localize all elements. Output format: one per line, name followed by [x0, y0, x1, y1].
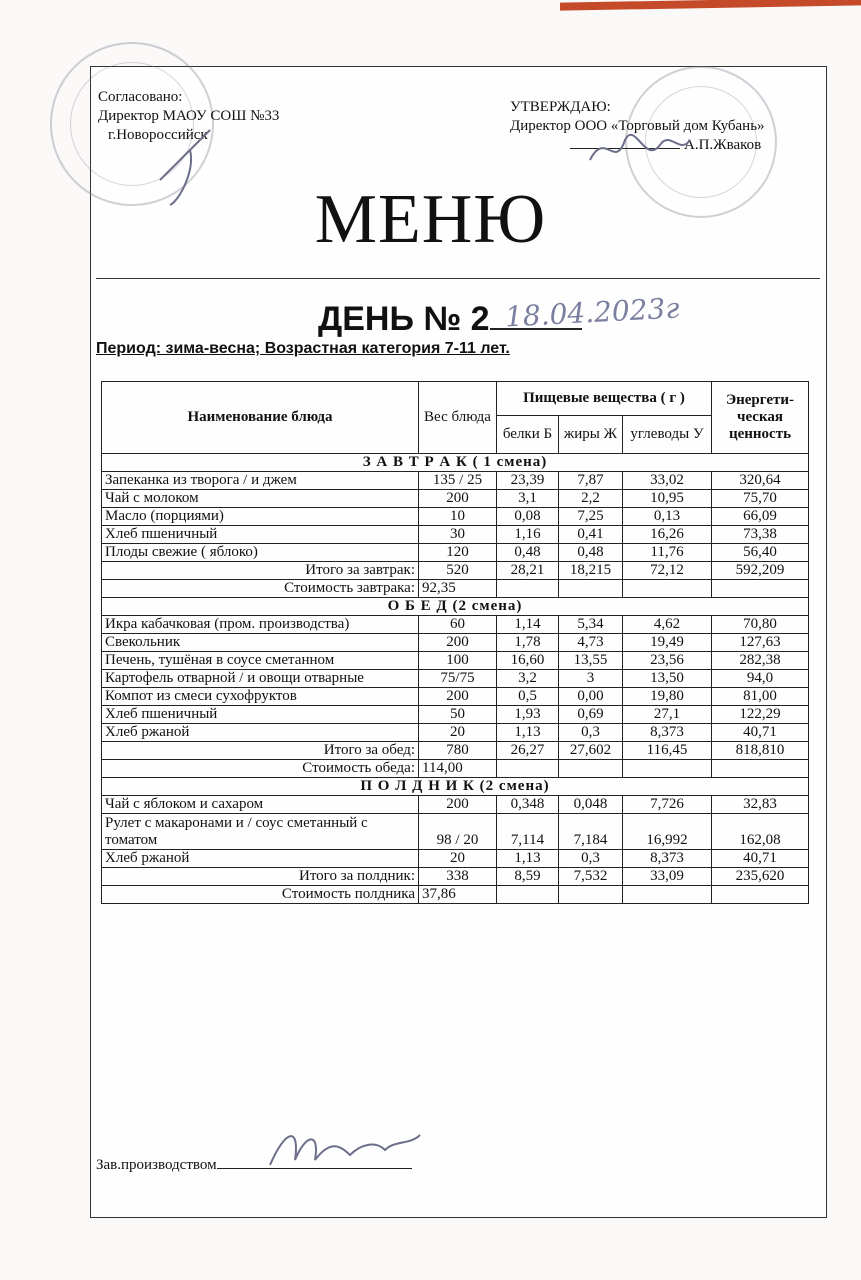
signature-right: [585, 120, 695, 180]
dish-fat: 0,48: [559, 544, 623, 562]
dish-protein: 3,2: [497, 670, 559, 688]
dish-name: Картофель отварной / и овощи отварные: [102, 670, 419, 688]
total-fat: 18,215: [559, 562, 623, 580]
dish-carbs: 23,56: [623, 652, 712, 670]
table-row: [102, 796, 809, 814]
dish-weight: 200: [419, 634, 497, 652]
approval-left-line1: Согласовано:: [98, 89, 183, 105]
dish-carbs: 27,1: [623, 706, 712, 724]
cost-label: Стоимость обеда:: [102, 760, 419, 778]
header-protein: белки Б: [497, 416, 559, 454]
dish-protein: 0,48: [497, 544, 559, 562]
period-line: Период: зима-весна; Возрастная категория 7-11 лет.: [96, 340, 510, 357]
dish-weight: 60: [419, 616, 497, 634]
dish-carbs: 33,02: [623, 472, 712, 490]
dish-name: Хлеб ржаной: [102, 724, 419, 742]
total-label: Итого за обед:: [102, 742, 419, 760]
total-row: [102, 742, 809, 760]
handwritten-date: 18.04.2023г: [504, 291, 681, 334]
dish-name: Компот из смеси сухофруктов: [102, 688, 419, 706]
dish-energy: 70,80: [712, 616, 809, 634]
dish-fat: 4,73: [559, 634, 623, 652]
table-row: [102, 544, 809, 562]
cost-label: Стоимость полдника: [102, 886, 419, 904]
table-row: [102, 508, 809, 526]
dish-fat: 0,3: [559, 724, 623, 742]
dish-carbs: 11,76: [623, 544, 712, 562]
cost-value: 37,86: [419, 886, 497, 904]
dish-protein: 0,348: [497, 796, 559, 814]
approval-right-line1: УТВЕРЖДАЮ:: [510, 99, 611, 115]
dish-carbs: 0,13: [623, 508, 712, 526]
dish-energy: 127,63: [712, 634, 809, 652]
dish-name: Печень, тушёная в соусе сметанном: [102, 652, 419, 670]
table-row: [102, 814, 809, 850]
dish-energy: 94,0: [712, 670, 809, 688]
day-label: ДЕНЬ № 2: [318, 300, 490, 338]
title-divider: [96, 278, 820, 279]
dish-weight: 200: [419, 688, 497, 706]
section-header-row: [102, 778, 809, 796]
total-energy: 235,620: [712, 868, 809, 886]
section-title: П О Л Д Н И К (2 смена): [102, 778, 809, 796]
dish-name: Свекольник: [102, 634, 419, 652]
total-fat: 27,602: [559, 742, 623, 760]
dish-fat: 0,00: [559, 688, 623, 706]
dish-protein: 3,1: [497, 490, 559, 508]
total-carbs: 33,09: [623, 868, 712, 886]
dish-weight: 20: [419, 850, 497, 868]
total-label: Итого за завтрак:: [102, 562, 419, 580]
dish-weight: 200: [419, 796, 497, 814]
dish-protein: 16,60: [497, 652, 559, 670]
table-row: [102, 616, 809, 634]
dish-name: Рулет с макаронами и / соус сметанный с томатом: [102, 814, 419, 850]
header-nutrients: Пищевые вещества ( г ): [497, 382, 712, 416]
total-row: [102, 562, 809, 580]
dish-weight: 30: [419, 526, 497, 544]
table-row: [102, 688, 809, 706]
dish-fat: 0,048: [559, 796, 623, 814]
dish-fat: 7,87: [559, 472, 623, 490]
dish-energy: 162,08: [712, 814, 809, 850]
dish-carbs: 8,373: [623, 724, 712, 742]
dish-name: Хлеб пшеничный: [102, 706, 419, 724]
table-row: [102, 490, 809, 508]
dish-weight: 120: [419, 544, 497, 562]
page-title: МЕНЮ: [314, 181, 547, 258]
table-row: [102, 472, 809, 490]
table-row: [102, 634, 809, 652]
dish-protein: 1,78: [497, 634, 559, 652]
dish-name: Плоды свежие ( яблоко): [102, 544, 419, 562]
dish-name: Чай с молоком: [102, 490, 419, 508]
dish-fat: 7,25: [559, 508, 623, 526]
dish-carbs: 4,62: [623, 616, 712, 634]
dish-protein: 0,08: [497, 508, 559, 526]
dish-weight: 98 / 20: [419, 814, 497, 850]
section-title: З А В Т Р А К ( 1 смена): [102, 454, 809, 472]
dish-energy: 73,38: [712, 526, 809, 544]
dish-name: Масло (порциями): [102, 508, 419, 526]
dish-protein: 1,13: [497, 850, 559, 868]
signature-footer: [260, 1120, 430, 1180]
menu-table: [101, 381, 809, 904]
table-row: [102, 706, 809, 724]
total-row: [102, 868, 809, 886]
dish-protein: 7,114: [497, 814, 559, 850]
approval-left-line2: Директор МАОУ СОШ №33: [98, 108, 280, 124]
header-fat: жиры Ж: [559, 416, 623, 454]
dish-weight: 100: [419, 652, 497, 670]
dish-weight: 10: [419, 508, 497, 526]
dish-protein: 1,93: [497, 706, 559, 724]
dish-carbs: 16,992: [623, 814, 712, 850]
dish-energy: 75,70: [712, 490, 809, 508]
dish-protein: 1,14: [497, 616, 559, 634]
total-energy: 818,810: [712, 742, 809, 760]
total-protein: 26,27: [497, 742, 559, 760]
dish-energy: 32,83: [712, 796, 809, 814]
dish-energy: 320,64: [712, 472, 809, 490]
dish-energy: 40,71: [712, 724, 809, 742]
total-protein: 28,21: [497, 562, 559, 580]
table-row: [102, 652, 809, 670]
dish-energy: 81,00: [712, 688, 809, 706]
dish-energy: 66,09: [712, 508, 809, 526]
cost-row: [102, 760, 809, 778]
dish-name: Хлеб пшеничный: [102, 526, 419, 544]
table-row: [102, 670, 809, 688]
dish-fat: 0,69: [559, 706, 623, 724]
dish-name: Чай с яблоком и сахаром: [102, 796, 419, 814]
header-weight: Вес блюда: [419, 382, 497, 454]
dish-energy: 40,71: [712, 850, 809, 868]
dish-weight: 50: [419, 706, 497, 724]
header-carbs: углеводы У: [623, 416, 712, 454]
header-dish-name: Наименование блюда: [102, 382, 419, 454]
total-energy: 592,209: [712, 562, 809, 580]
table-row: [102, 724, 809, 742]
dish-carbs: 19,49: [623, 634, 712, 652]
total-label: Итого за полдник:: [102, 868, 419, 886]
dish-energy: 56,40: [712, 544, 809, 562]
dish-protein: 23,39: [497, 472, 559, 490]
dish-fat: 5,34: [559, 616, 623, 634]
dish-weight: 135 / 25: [419, 472, 497, 490]
approval-right-name: А.П.Жваков: [684, 137, 762, 153]
dish-name: Запеканка из творога / и джем: [102, 472, 419, 490]
cost-value: 92,35: [419, 580, 497, 598]
dish-weight: 75/75: [419, 670, 497, 688]
table-row: [102, 850, 809, 868]
total-carbs: 72,12: [623, 562, 712, 580]
total-weight: 780: [419, 742, 497, 760]
dish-energy: 282,38: [712, 652, 809, 670]
approval-right-line2: Директор ООО «Торговый дом Кубань»: [510, 118, 765, 134]
cost-row: [102, 580, 809, 598]
dish-protein: 1,16: [497, 526, 559, 544]
top-edge-strip: [560, 0, 861, 11]
dish-name: Икра кабачковая (пром. производства): [102, 616, 419, 634]
dish-protein: 1,13: [497, 724, 559, 742]
dish-weight: 200: [419, 490, 497, 508]
dish-fat: 13,55: [559, 652, 623, 670]
total-carbs: 116,45: [623, 742, 712, 760]
dish-fat: 0,41: [559, 526, 623, 544]
footer-label: Зав.производством: [96, 1157, 217, 1173]
section-title: О Б Е Д (2 смена): [102, 598, 809, 616]
section-header-row: [102, 598, 809, 616]
dish-carbs: 19,80: [623, 688, 712, 706]
dish-energy: 122,29: [712, 706, 809, 724]
dish-fat: 3: [559, 670, 623, 688]
dish-weight: 20: [419, 724, 497, 742]
approval-left-line3: г.Новороссийск: [108, 127, 208, 143]
cost-value: 114,00: [419, 760, 497, 778]
cost-row: [102, 886, 809, 904]
total-weight: 338: [419, 868, 497, 886]
dish-carbs: 16,26: [623, 526, 712, 544]
dish-carbs: 10,95: [623, 490, 712, 508]
table-row: [102, 526, 809, 544]
cost-label: Стоимость завтрака:: [102, 580, 419, 598]
total-weight: 520: [419, 562, 497, 580]
dish-protein: 0,5: [497, 688, 559, 706]
dish-name: Хлеб ржаной: [102, 850, 419, 868]
header-energy: Энергети-ческая ценность: [712, 382, 809, 454]
section-header-row: [102, 454, 809, 472]
dish-fat: 7,184: [559, 814, 623, 850]
dish-carbs: 13,50: [623, 670, 712, 688]
dish-carbs: 7,726: [623, 796, 712, 814]
dish-fat: 0,3: [559, 850, 623, 868]
total-protein: 8,59: [497, 868, 559, 886]
total-fat: 7,532: [559, 868, 623, 886]
dish-carbs: 8,373: [623, 850, 712, 868]
dish-fat: 2,2: [559, 490, 623, 508]
